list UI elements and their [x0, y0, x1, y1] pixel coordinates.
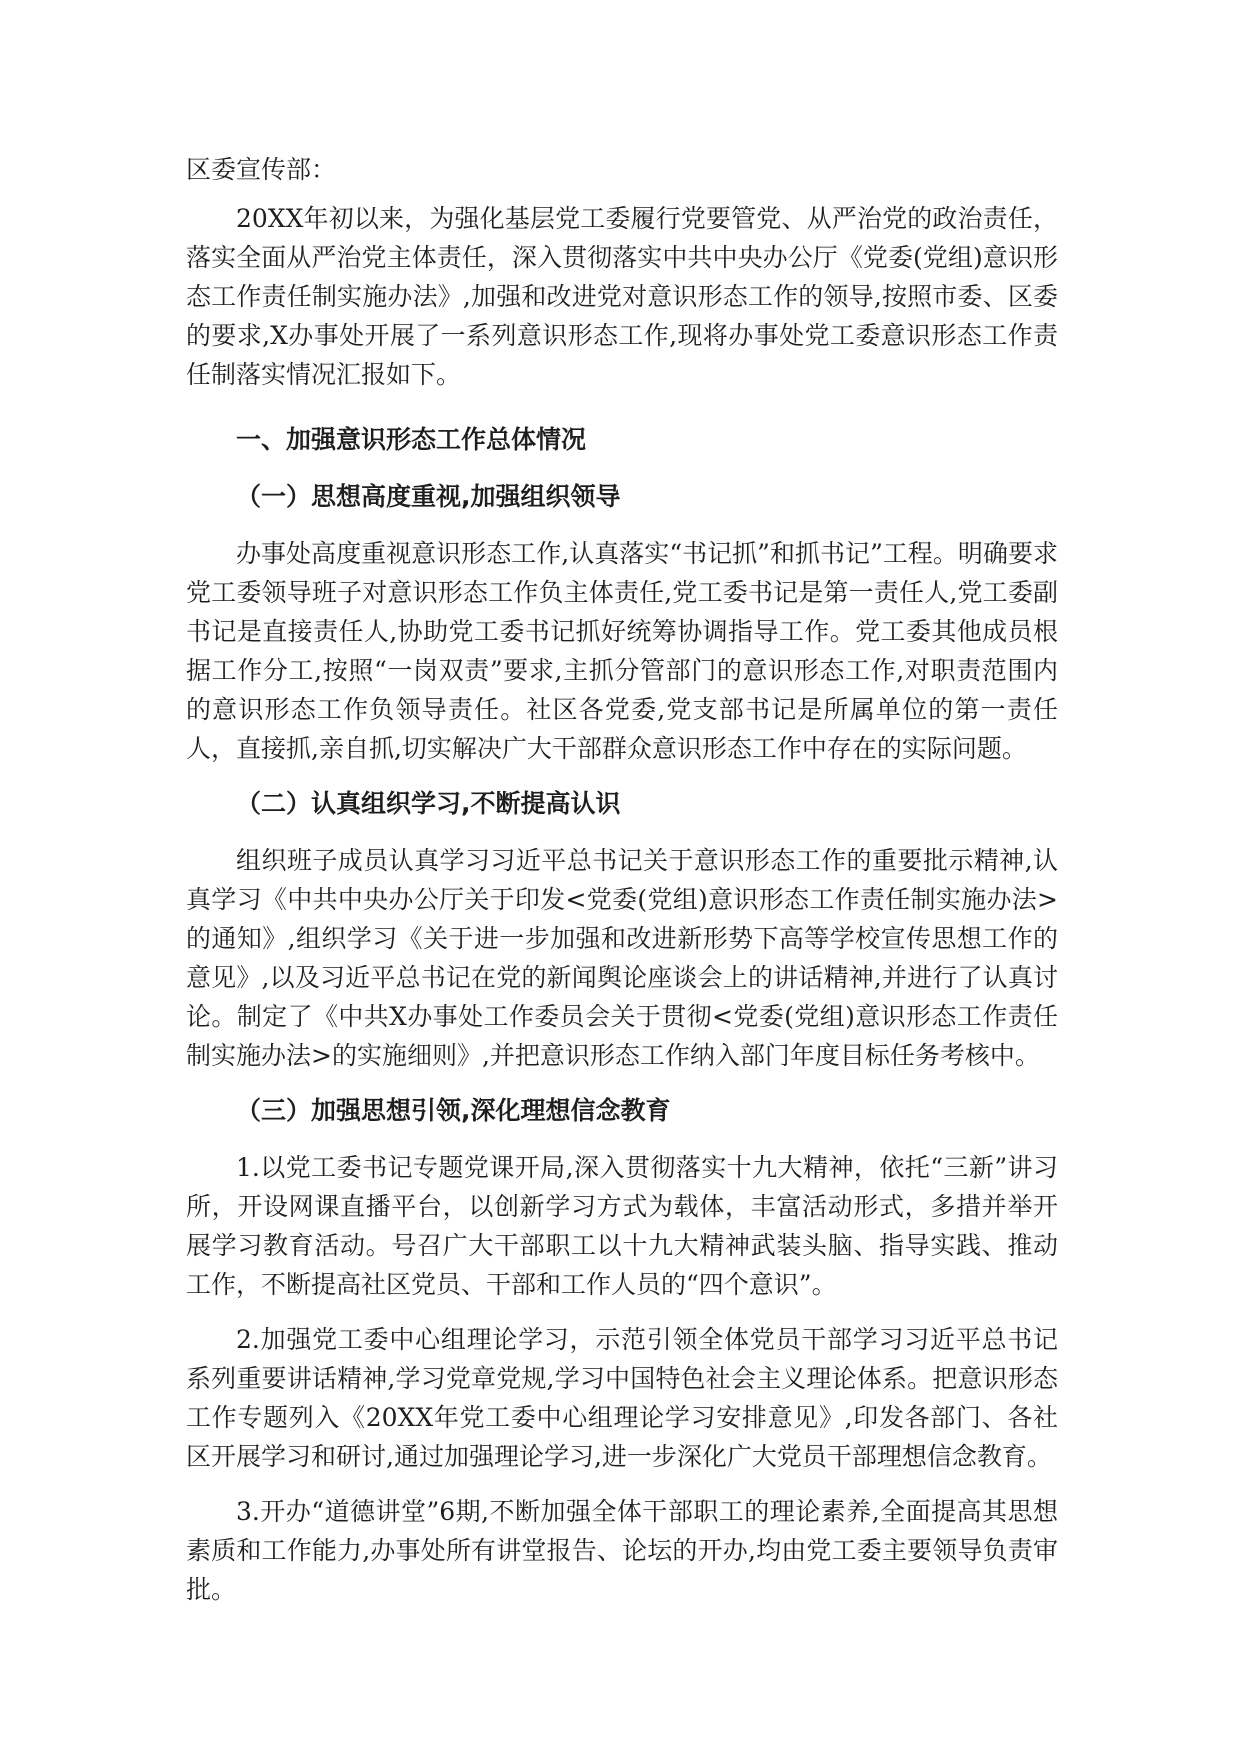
list-item-3: 3.开办“道德讲堂”6期,不断加强全体干部职工的理论素养,全面提高其思想素质和工作能力,办事处所有讲堂报告、论坛的开办,均由党工委主要领导负责审批。 [186, 1497, 1058, 1604]
subsection-2-paragraph: 组织班子成员认真学习习近平总书记关于意识形态工作的重要批示精神,认真学习《中共中央办公厅关于印发<党委(党组)意识形态工作责任制实施办法>的通知》,组织学习《关于进一步加强和改进新形势下高等学校宣传思想工作的意见》,以及习近平总书记在党的新闻舆论座谈会上的讲话精神,并进行了认真讨论。制定了《中共X办事处工作委员会关于贯彻<党委(党组)意识形态工作责任制实施办法>的实施细则》,并把意识形态工作纳入部门年度目标任务考核中。 [186, 846, 1058, 1070]
subsection-1-paragraph: 办事处高度重视意识形态工作,认真落实“书记抓”和抓书记”工程。明确要求党工委领导班子对意识形态工作负主体责任,党工委书记是第一责任人,党工委副书记是直接责任人,协助党工委书记抓好统筹协调指导工作。党工委其他成员根据工作分工,按照“一岗双责”要求,主抓分管部门的意识形态工作,对职责范围内的意识形态工作负领导责任。社区各党委,党支部书记是所属单位的第一责任人，直接抓,亲自抓,切实解决广大干部群众意识形态工作中存在的实际问题。 [186, 539, 1058, 763]
salutation: 区委宣传部： [186, 155, 337, 184]
document-page [186, 150, 1058, 1625]
intro-paragraph: 20XX年初以来，为强化基层党工委履行党要管党、从严治党的政治责任，落实全面从严治党主体责任，深入贯彻落实中共中央办公厅《党委(党组)意识形态工作责任制实施办法》,加强和改进党对意识形态工作的领导,按照市委、区委的要求,X办事处开展了一系列意识形态工作,现将办事处党工委意识形态工作责任制落实情况汇报如下。 [186, 204, 1058, 389]
section-heading-1: 一、加强意识形态工作总体情况 [236, 425, 587, 454]
list-item-1: 1.以党工委书记专题党课开局,深入贯彻落实十九大精神，依托“三新”讲习所，开设网课直播平台，以创新学习方式为载体，丰富活动形式，多措并举开展学习教育活动。号召广大干部职工以十九大精神武装头脑、指导实践、推动工作，不断提高社区党员、干部和工作人员的“四个意识”。 [186, 1153, 1058, 1299]
list-item-2: 2.加强党工委中心组理论学习，示范引领全体党员干部学习习近平总书记系列重要讲话精神,学习党章党规,学习中国特色社会主义理论体系。把意识形态工作专题列入《20XX年党工委中心组理论学习安排意见》,印发各部门、各社区开展学习和研讨,通过加强理论学习,进一步深化广大党员干部理想信念教育。 [186, 1325, 1058, 1471]
subsection-heading-3: （三）加强思想引领,深化理想信念教育 [236, 1096, 671, 1125]
subsection-heading-1: （一）思想高度重视,加强组织领导 [236, 482, 621, 511]
subsection-heading-2: （二）认真组织学习,不断提高认识 [236, 789, 621, 818]
